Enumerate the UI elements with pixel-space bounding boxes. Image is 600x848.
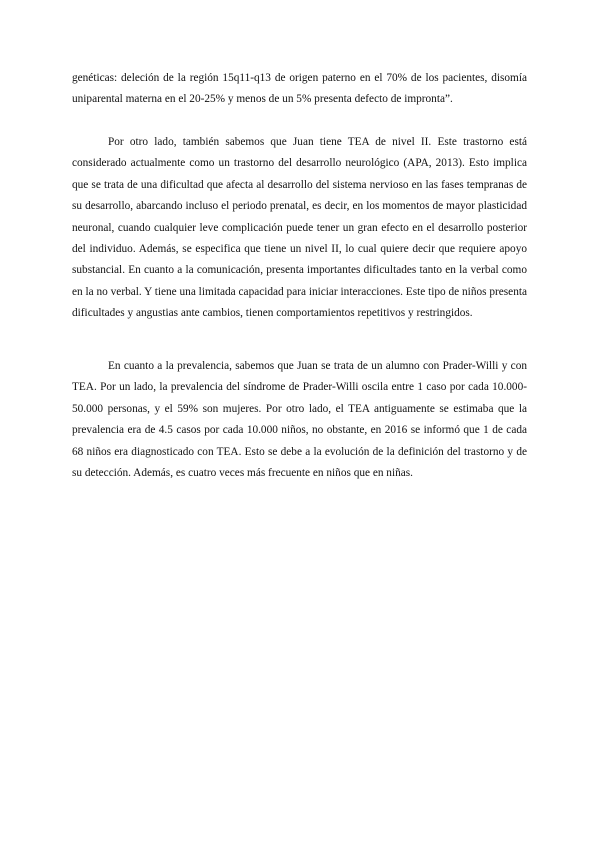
paragraph-continuation: genéticas: deleción de la región 15q11-q13 de origen paterno en el 70% de los pacientes, disomía uniparental materna en el 20-25% y menos de un 5% presenta defecto de impronta”. [72, 72, 527, 106]
paragraph-prevalencia: En cuanto a la prevalencia, sabemos que Juan se trata de un alumno con Prader-Willi y con TEA. Por un lado, la prevalencia del síndrome de Prader-Willi oscila entre 1 caso por cada 10.000-50.000 personas, y el 59% son mujeres. Por otro lado, el TEA antiguamente se estimaba que la prevalencia era de 4.5 casos por cada 10.000 niños, no obstante, en 2016 se informó que 1 de cada 68 niños era diagnosticado con TEA. Esto se debe a la evolución de la definición del trastorno y de su detección. Además, es cuatro veces más frecuente en niños que en niñas. [72, 360, 527, 480]
paragraph-tea-nivel-ii: Por otro lado, también sabemos que Juan tiene TEA de nivel II. Este trastorno está considerado actualmente como un trastorno del desarrollo neurológico (APA, 2013). Esto implica que se trata de una dificultad que afecta al desarrollo del sistema nervioso en las fases tempranas de su desarrollo, abarcando incluso el periodo prenatal, es decir, en los momentos de mayor plasticidad neuronal, cuando cualquier leve complicación puede tener un gran efecto en el desarrollo posterior del individuo. Además, se especifica que tiene un nivel II, lo cual quiere decir que requiere apoyo substancial. En cuanto a la comunicación, presenta importantes dificultades tanto en la verbal como en la no verbal. Y tiene una limitada capacidad para iniciar interacciones. Este tipo de niños presenta dificultades y angustias ante cambios, tienen comportamientos repetitivos y restringidos. [72, 136, 527, 320]
